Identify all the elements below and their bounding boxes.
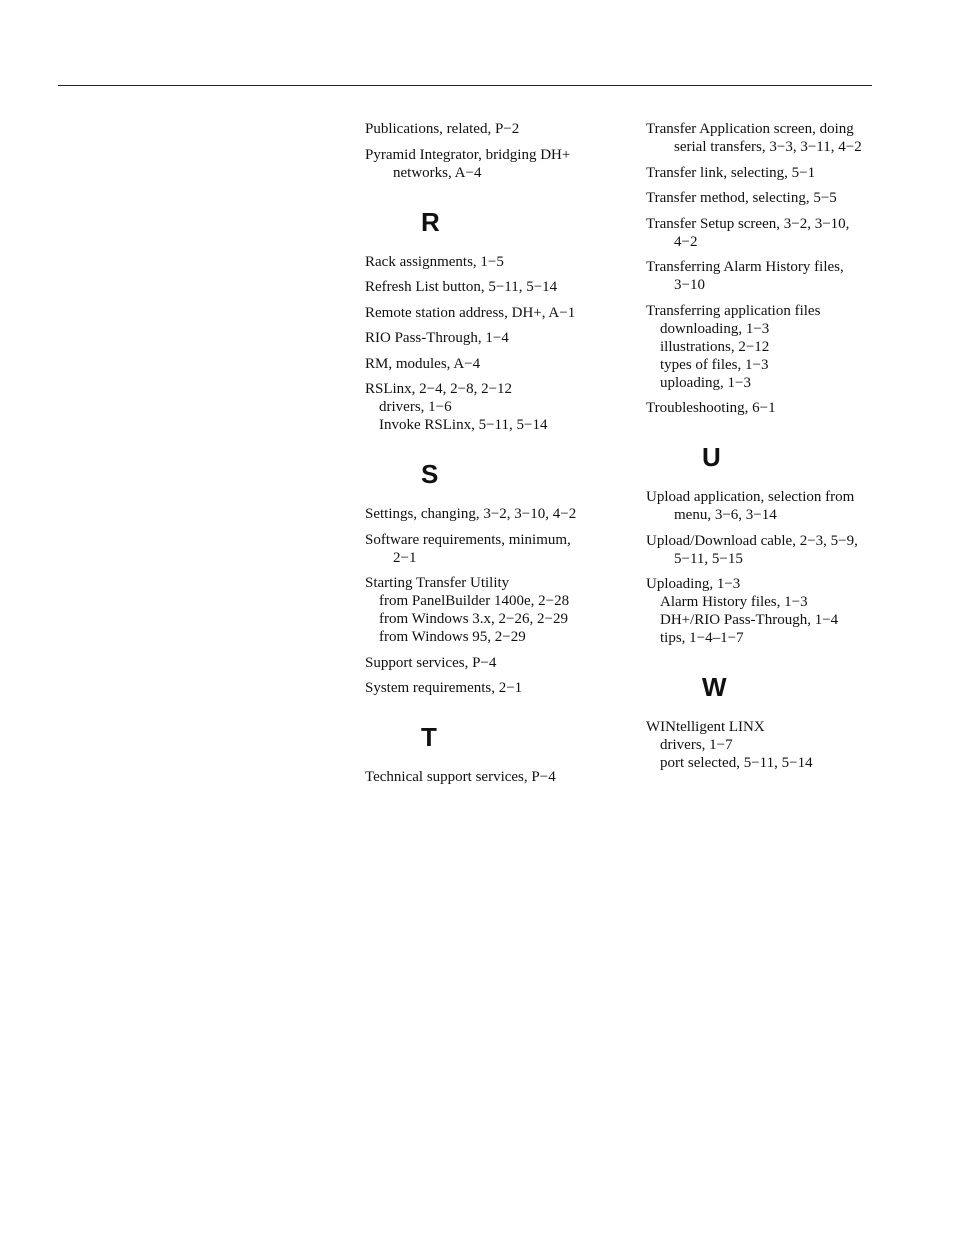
entry-subitem: Invoke RSLinx, 5−11, 5−14 bbox=[379, 417, 548, 433]
entry-subitem: illustrations, 2−12 bbox=[660, 338, 770, 355]
index-column-right bbox=[646, 120, 916, 780]
entry-continuation: menu, 3−6, 3−14 bbox=[674, 507, 777, 523]
index-entry bbox=[646, 532, 916, 568]
index-column-left bbox=[365, 120, 625, 794]
entry-subitem: drivers, 1−6 bbox=[379, 399, 452, 415]
entry-subitem: Alarm History files, 1−3 bbox=[660, 594, 808, 610]
entry-text: Remote station address, DH+, A−1 bbox=[365, 304, 576, 321]
header-rule bbox=[58, 85, 872, 86]
entry-text: Publications, related, P−2 bbox=[365, 121, 520, 137]
entry-text: Refresh List button, 5−11, 5−14 bbox=[365, 279, 558, 295]
entry-text: System requirements, 2−1 bbox=[365, 680, 523, 696]
entry-subitem: DH+/RIO Pass-Through, 1−4 bbox=[660, 612, 839, 628]
entry-subitem: from Windows 3.x, 2−26, 2−29 bbox=[379, 611, 568, 627]
entry-text: WINtelligent LINX bbox=[646, 719, 765, 735]
index-entry bbox=[365, 505, 625, 523]
entry-continuation: 2−1 bbox=[393, 549, 417, 566]
entry-text: RSLinx, 2−4, 2−8, 2−12 bbox=[365, 381, 513, 397]
entry-text: Transfer method, selecting, 5−5 bbox=[646, 190, 837, 206]
index-entry bbox=[646, 120, 916, 156]
entry-text: Transfer link, selecting, 5−1 bbox=[646, 164, 816, 181]
index-entry bbox=[365, 380, 625, 434]
entry-continuation: 3−10 bbox=[674, 277, 705, 293]
entry-text: Rack assignments, 1−5 bbox=[365, 253, 504, 270]
index-entry bbox=[365, 355, 625, 373]
index-entry bbox=[646, 164, 916, 182]
entry-subitem: downloading, 1−3 bbox=[660, 320, 770, 337]
index-entry bbox=[365, 679, 625, 697]
entry-text: Transferring application files bbox=[646, 302, 821, 319]
index-entry bbox=[365, 304, 625, 322]
entry-text: Troubleshooting, 6−1 bbox=[646, 400, 776, 416]
entry-subitem: types of files, 1−3 bbox=[660, 356, 769, 373]
entry-subitem: from Windows 95, 2−29 bbox=[379, 629, 526, 645]
entry-text: Technical support services, P−4 bbox=[365, 769, 556, 785]
section-letter-s: S bbox=[421, 459, 439, 489]
index-entry bbox=[365, 574, 625, 646]
index-entry bbox=[646, 399, 916, 417]
index-entry bbox=[646, 575, 916, 647]
entry-continuation: networks, A−4 bbox=[393, 164, 482, 181]
entry-text: Starting Transfer Utility bbox=[365, 575, 510, 591]
index-entry bbox=[646, 488, 916, 524]
entry-text: Pyramid Integrator, bridging DH+ bbox=[365, 146, 571, 163]
entry-text: Upload/Download cable, 2−3, 5−9, bbox=[646, 532, 858, 549]
index-entry bbox=[365, 146, 625, 182]
entry-text: Uploading, 1−3 bbox=[646, 576, 741, 592]
index-entry bbox=[365, 654, 625, 672]
entry-text: Transferring Alarm History files, bbox=[646, 259, 844, 275]
entry-subitem: drivers, 1−7 bbox=[660, 737, 733, 753]
index-entry bbox=[365, 768, 625, 786]
section-letter-t: T bbox=[421, 722, 437, 752]
entry-continuation: serial transfers, 3−3, 3−11, 4−2 bbox=[674, 139, 862, 155]
entry-continuation: 5−11, 5−15 bbox=[674, 550, 743, 567]
index-entry bbox=[365, 329, 625, 347]
entry-subitem: tips, 1−4–1−7 bbox=[660, 630, 744, 646]
index-entry bbox=[646, 189, 916, 207]
entry-text: Upload application, selection from bbox=[646, 489, 855, 505]
entry-subitem: from PanelBuilder 1400e, 2−28 bbox=[379, 593, 570, 609]
entry-text: RIO Pass-Through, 1−4 bbox=[365, 330, 509, 346]
entry-text: Transfer Setup screen, 3−2, 3−10, bbox=[646, 215, 850, 232]
index-entry bbox=[365, 253, 625, 271]
index-entry bbox=[365, 278, 625, 296]
index-entry bbox=[646, 718, 916, 772]
entry-text: Transfer Application screen, doing bbox=[646, 121, 854, 137]
entry-text: Support services, P−4 bbox=[365, 654, 497, 671]
entry-subitem: port selected, 5−11, 5−14 bbox=[660, 755, 813, 771]
entry-continuation: 4−2 bbox=[674, 233, 698, 250]
index-entry bbox=[646, 258, 916, 294]
entry-text: Software requirements, minimum, bbox=[365, 531, 571, 548]
index-entry bbox=[365, 120, 625, 138]
section-letter-r: R bbox=[421, 206, 440, 237]
entry-text: RM, modules, A−4 bbox=[365, 355, 481, 372]
entry-text: Settings, changing, 3−2, 3−10, 4−2 bbox=[365, 506, 577, 522]
entry-subitem: uploading, 1−3 bbox=[660, 374, 751, 391]
section-letter-w: W bbox=[702, 672, 727, 702]
index-entry bbox=[365, 531, 625, 567]
index-entry bbox=[646, 215, 916, 251]
section-letter-u: U bbox=[702, 442, 721, 472]
index-entry bbox=[646, 302, 916, 392]
